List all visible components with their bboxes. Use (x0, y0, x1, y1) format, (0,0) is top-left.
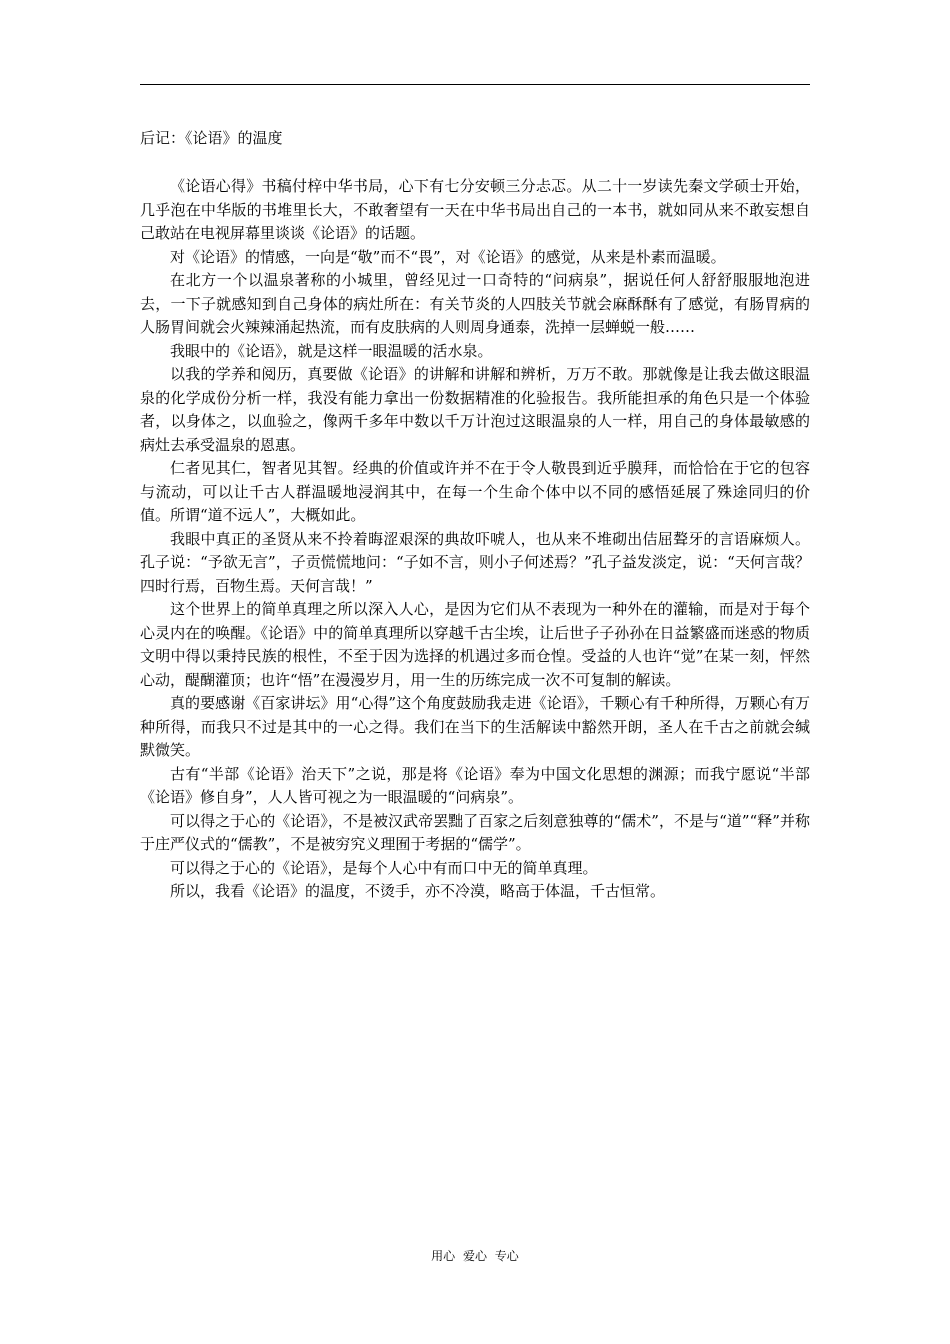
paragraph: 真的要感谢《百家讲坛》用“心得”这个角度鼓励我走进《论语》，千颗心有千种所得，万颗心有万种所得，而我只不过是其中的一心之得。我们在当下的生活解读中豁然开朗，圣人在千古之前就会缄默微笑。 (140, 694, 810, 759)
paragraph: 仁者见其仁，智者见其智。经典的价值或许并不在于令人敬畏到近乎膜拜，而恰恰在于它的包容与流动，可以让千古人群温暖地浸润其中，在每一个生命个体中以不同的感悟延展了殊途同归的价值。所谓“道不远人”，大概如此。 (140, 459, 810, 524)
paragraph: 我眼中的《论语》，就是这样一眼温暖的活水泉。 (170, 341, 493, 360)
paragraph: 这个世界上的简单真理之所以深入人心，是因为它们从不表现为一种外在的灌输，而是对于每个心灵内在的唤醒。《论语》中的简单真理所以穿越千古尘埃，让后世子子孙孙在日益繁盛而迷惑的物质文明中得以秉持民族的根性，不至于因为选择的机遇过多而仓惶。受益的人也许“觉”在某一刻，怦然心动，醍醐灌顶；也许“悟”在漫漫岁月，用一生的历练完成一次不可复制的解读。 (140, 600, 810, 689)
paragraph: 《论语心得》书稿付梓中华书局，心下有七分安顿三分忐忑。从二十一岁读先秦文学硕士开始，几乎泡在中华版的书堆里长大，不敢奢望有一天在中华书局出自己的一本书，就如同从来不敢妄想自己敢站在电视屏幕里谈谈《论语》的话题。 (140, 177, 810, 242)
paragraph: 以我的学养和阅历，真要做《论语》的讲解和讲解和辨析，万万不敢。那就像是让我去做这眼温泉的化学成份分析一样，我没有能力拿出一份数据精准的化验报告。我所能担承的角色只是一个体验者，以身体之，以血验之，像两千多年中数以千万计泡过这眼温泉的人一样，用自己的身体最敏感的病灶去承受温泉的恩惠。 (140, 365, 810, 454)
paragraph: 我眼中真正的圣贤从来不拎着晦涩艰深的典故吓唬人，也从来不堆砌出佶屈聱牙的言语麻烦人。孔子说：“予欲无言”，子贡慌慌地问：“子如不言，则小子何述焉？”孔子益发淡定，说：“天何言哉？四时行焉，百物生焉。天何言哉！” (140, 529, 810, 595)
paragraph: 可以得之于心的《论语》，是每个人心中有而口中无的简单真理。 (170, 858, 598, 877)
article-body (140, 175, 810, 904)
paragraph: 所以，我看《论语》的温度，不烫手，亦不冷漠，略高于体温，千古恒常。 (170, 882, 666, 900)
paragraph: 可以得之于心的《论语》，不是被汉武帝罢黜了百家之后刻意独尊的“儒术”，不是与“道”“释”并称于庄严仪式的“儒教”，不是被穷究义理囿于考据的“儒学”。 (140, 811, 810, 853)
page-title: 后记：《论语》的温度 (140, 129, 283, 147)
paragraph: 对《论语》的情感，一向是“敬”而不“畏”，对《论语》的感觉，从来是朴素而温暖。 (170, 247, 726, 266)
header-rule (140, 84, 810, 85)
paragraph: 古有“半部《论语》治天下”之说，那是将《论语》奉为中国文化思想的渊源；而我宁愿说“半部《论语》修自身”，人人皆可视之为一眼温暖的“问病泉”。 (140, 764, 810, 806)
page-footer: 用心 爱心 专心 (431, 1249, 519, 1263)
paragraph: 在北方一个以温泉著称的小城里，曾经见过一口奇特的“问病泉”，据说任何人舒舒服服地泡进去，一下子就感知到自己身体的病灶所在：有关节炎的人四肢关节就会麻酥酥有了感觉，有肠胃病的人肠胃间就会火辣辣涌起热流，而有皮肤病的人则周身通泰，洗掉一层蝉蜕一般…… (140, 271, 810, 336)
